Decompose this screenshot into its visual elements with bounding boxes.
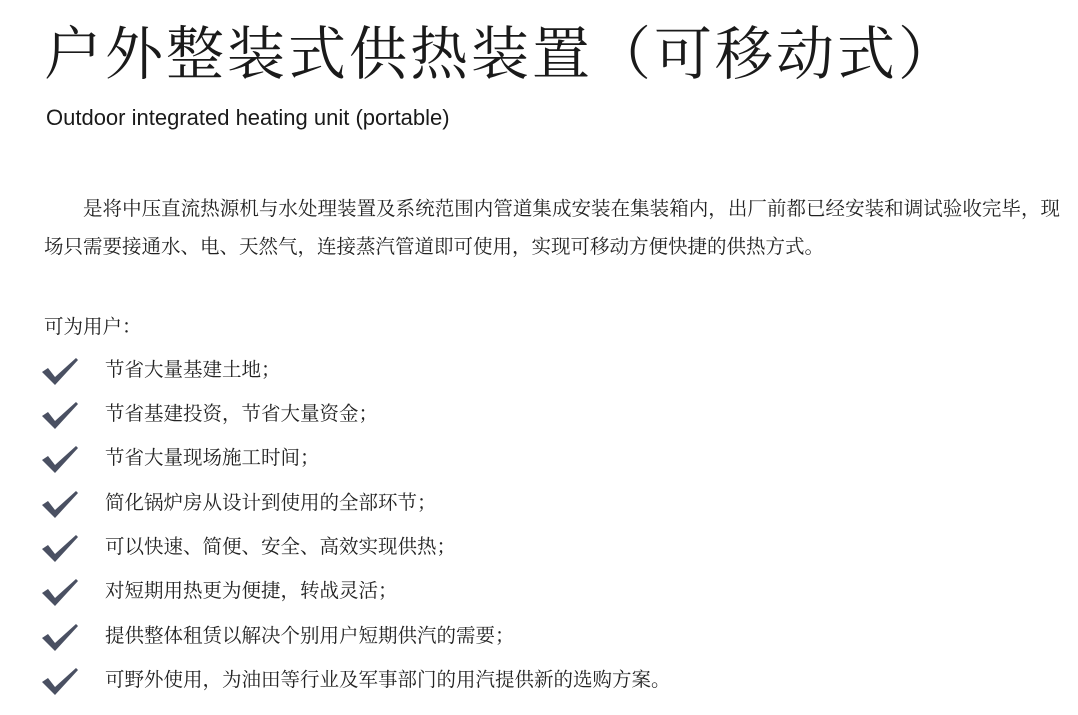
description-paragraph: 是将中压直流热源机与水处理装置及系统范围内管道集成安装在集装箱内，出厂前都已经安装和调试验收完毕，现场只需要接通水、电、天然气，连接蒸汽管道即可使用，实现可移动方便快捷的供热方式。: [44, 197, 1060, 258]
page-subtitle-english: Outdoor integrated heating unit (portable): [46, 105, 450, 130]
page-title: 户外整装式供热装置（可移动式）: [44, 20, 960, 88]
checkmark-icon: [40, 666, 80, 696]
benefit-text: 可野外使用，为油田等行业及军事部门的用汽提供新的选购方案。: [105, 668, 671, 691]
benefit-item: [40, 530, 1040, 570]
benefit-item: [40, 619, 1040, 659]
benefit-item: [40, 441, 1040, 481]
benefits-intro: 可为用户：: [44, 315, 142, 338]
benefit-text: 节省大量现场施工时间；: [105, 446, 320, 469]
benefit-text: 对短期用热更为便捷，转战灵活；: [105, 579, 398, 602]
checkmark-icon: [40, 622, 80, 652]
checkmark-icon: [40, 533, 80, 563]
benefit-text: 节省大量基建土地；: [105, 358, 281, 381]
benefit-text: 可以快速、简便、安全、高效实现供热；: [105, 535, 457, 558]
benefit-item: [40, 663, 1040, 703]
benefit-text: 节省基建投资，节省大量资金；: [105, 402, 379, 425]
benefit-item: [40, 397, 1040, 437]
checkmark-icon: [40, 577, 80, 607]
benefit-item: [40, 574, 1040, 614]
benefit-item: [40, 486, 1040, 526]
checkmark-icon: [40, 356, 80, 386]
checkmark-icon: [40, 444, 80, 474]
benefit-text: 提供整体租赁以解决个别用户短期供汽的需要；: [105, 624, 515, 647]
benefit-item: [40, 353, 1040, 393]
benefit-text: 简化锅炉房从设计到使用的全部环节；: [105, 491, 437, 514]
checkmark-icon: [40, 400, 80, 430]
checkmark-icon: [40, 489, 80, 519]
